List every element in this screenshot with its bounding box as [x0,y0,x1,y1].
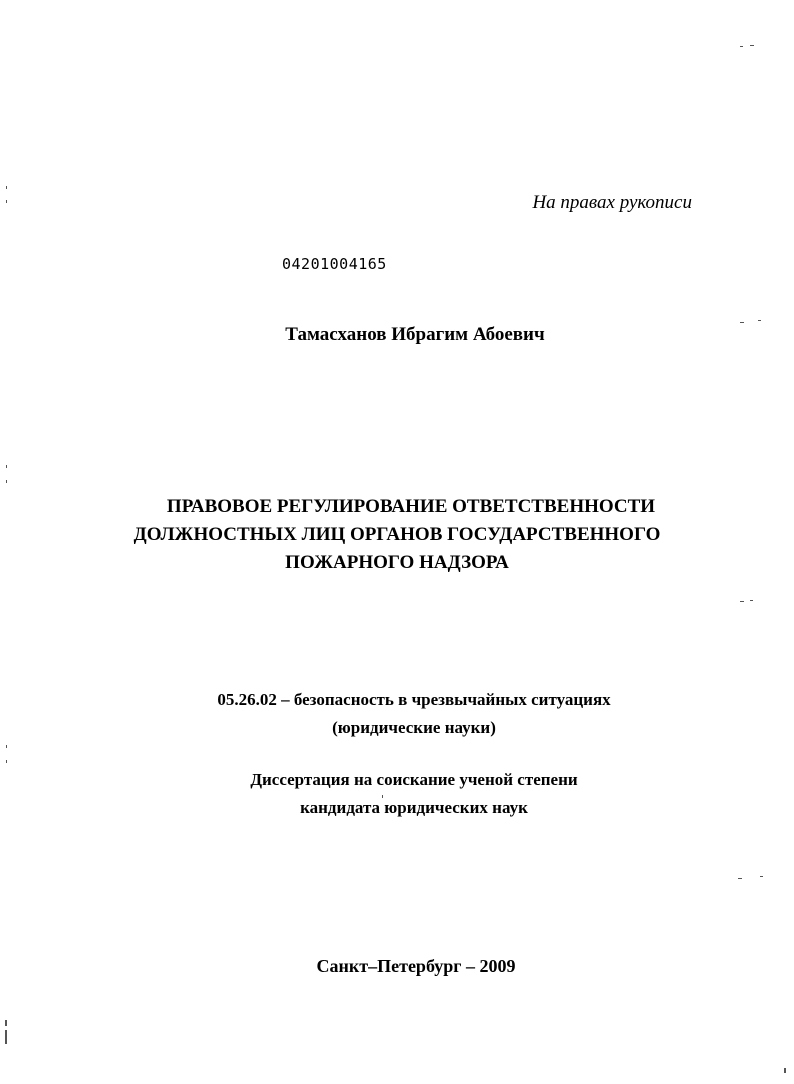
scan-speck [740,601,744,602]
scan-speck [758,320,761,321]
scan-speck [382,795,383,798]
title-line-1: ПРАВОВОЕ РЕГУЛИРОВАНИЕ ОТВЕТСТВЕННОСТИ [166,496,656,517]
scan-speck [740,46,743,47]
author-name: Тамасханов Ибрагим Абоевич [285,324,545,345]
scan-speck [6,760,7,763]
scan-speck [750,600,753,601]
registration-number: 04201004165 [282,255,387,273]
degree-line-2: кандидата юридических наук [300,798,528,817]
scan-speck [740,322,744,323]
scan-speck [5,1030,7,1044]
specialty-code-line: 05.26.02 – безопасность в чрезвычайных ситуациях [217,690,611,709]
scan-speck [6,200,7,203]
scan-speck [750,45,754,46]
scan-speck [6,186,7,189]
scan-speck [6,465,7,468]
specialty-field-line: (юридические науки) [332,718,496,737]
scan-speck [6,745,7,748]
scan-speck [760,876,763,877]
degree-line-1: Диссертация на соискание ученой степени [250,770,578,789]
scan-speck [784,1068,786,1073]
degree-block [0,766,794,822]
scan-speck [5,1020,7,1026]
specialty-block [0,686,794,742]
title-line-2: ДОЛЖНОСТНЫХ ЛИЦ ОРГАНОВ ГОСУДАРСТВЕННОГО [133,524,661,545]
city-year: Санкт–Петербург – 2009 [316,956,516,976]
title-line-3: ПОЖАРНОГО НАДЗОРА [285,552,509,573]
scan-speck [6,480,7,483]
scan-speck [738,878,742,879]
manuscript-rights-note: На правах рукописи [532,192,692,213]
dissertation-title [0,493,794,577]
